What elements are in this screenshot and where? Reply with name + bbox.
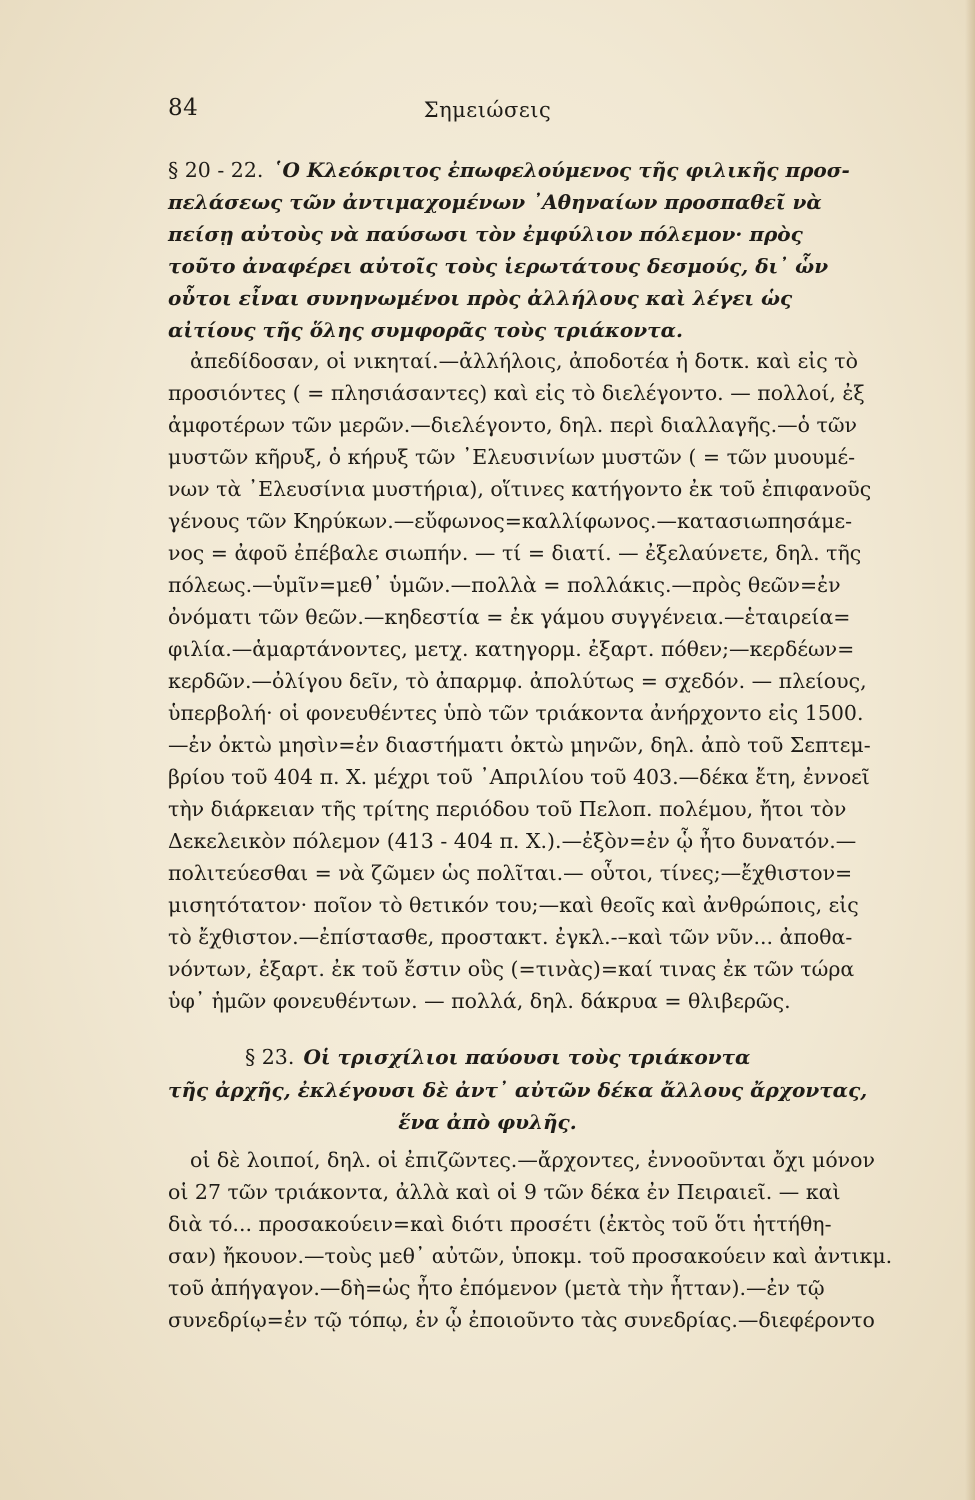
section1-heading-line: πελάσεως τῶν ἀντιμαχομένων ᾿Αθηναίων προσπαθεῖ νὰ bbox=[168, 190, 822, 214]
body-line: γένους τῶν Κηρύκων.—εὔφωνος=καλλίφωνος.—κατασιωπησάμε- bbox=[168, 509, 853, 533]
section1-heading-line: τοῦτο ἀναφέρει αὐτοῖς τοὺς ἱερωτάτους δεσμούς, δι᾿ ὧν bbox=[168, 254, 829, 278]
body-line: κερδῶν.—ὀλίγου δεῖν, τὸ ἀπαρμφ. ἀπολύτως = σχεδόν. — πλείους, bbox=[168, 669, 867, 693]
body-line: ἀμφοτέρων τῶν μερῶν.—διελέγοντο, δηλ. περὶ διαλλαγῆς.—ὁ τῶν bbox=[168, 413, 857, 437]
body-line: μισητότατον· ποῖον τὸ θετικόν του;—καὶ θεοῖς καὶ ἀνθρώποις, εἰς bbox=[168, 893, 859, 917]
running-head: Σημειώσεις bbox=[423, 98, 552, 122]
body-line: νος = ἀφοῦ ἐπέβαλε σιωπήν. — τί = διατί. — ἐξελαύνετε, δηλ. τῆς bbox=[168, 541, 862, 565]
body-line: φιλία.—ἁμαρτάνοντες, μετχ. κατηγορμ. ἐξαρτ. πόθεν;—κερδέων= bbox=[168, 637, 855, 661]
section2-number: § 23. bbox=[245, 1045, 295, 1069]
body-line: —ἐν ὀκτὼ μησὶν=ἐν διαστήματι ὀκτὼ μηνῶν, δηλ. ἀπὸ τοῦ Σεπτεμ- bbox=[168, 733, 871, 757]
body-line: τὸ ἔχθιστον.—ἐπίστασθε, προστακτ. ἐγκλ.-–καὶ τῶν νῦν... ἀποθα- bbox=[168, 925, 853, 949]
page-edge bbox=[965, 0, 975, 1500]
body-line: οἱ δὲ λοιποί, δηλ. οἱ ἐπιζῶντες.—ἄρχοντες, ἐννοοῦνται ὄχι μόνον bbox=[190, 1148, 875, 1172]
body-line: βρίου τοῦ 404 π. Χ. μέχρι τοῦ ᾿Απριλίου τοῦ 403.—δέκα ἔτη, ἐννοεῖ bbox=[168, 765, 870, 789]
body-line: ὑπερβολή· οἱ φονευθέντες ὑπὸ τῶν τριάκοντα ἀνήρχοντο εἰς 1500. bbox=[168, 701, 864, 725]
section2-heading-text: Οἱ τρισχίλιοι παύουσι τοὺς τριάκοντα bbox=[303, 1045, 751, 1069]
body-line: συνεδρίῳ=ἐν τῷ τόπῳ, ἐν ᾧ ἐποιοῦντο τὰς συνεδρίας.—διεφέροντο bbox=[168, 1308, 875, 1332]
body-line: νόντων, ἐξαρτ. ἐκ τοῦ ἔστιν οὓς (=τινὰς)=καί τινας ἐκ τῶν τώρα bbox=[168, 957, 855, 981]
body-line: νων τὰ ᾿Ελευσίνια μυστήρια), οἵτινες κατήγοντο ἐκ τοῦ ἐπιφανοῦς bbox=[168, 477, 872, 501]
body-line: σαν) ἤκουον.—τοὺς μεθ᾿ αὐτῶν, ὑποκμ. τοῦ προσακούειν καὶ ἀντικμ. bbox=[168, 1244, 893, 1268]
section1-heading-line: οὗτοι εἶναι συνηνωμένοι πρὸς ἀλλήλους καὶ λέγει ὡς bbox=[168, 286, 793, 310]
section1-number: § 20 - 22. bbox=[168, 158, 264, 182]
body-line: τοῦ ἀπήγαγον.—δὴ=ὡς ἦτο ἐπόμενον (μετὰ τὴν ἧτταν).—ἐν τῷ bbox=[168, 1276, 825, 1300]
body-line: πολιτεύεσθαι = νὰ ζῶμεν ὡς πολῖται.— οὗτοι, τίνες;—ἔχθιστον= bbox=[168, 861, 853, 885]
section2-heading-line bbox=[245, 1045, 750, 1069]
body-line: διὰ τό... προσακούειν=καὶ διότι προσέτι (ἐκτὸς τοῦ ὅτι ἡττήθη- bbox=[168, 1212, 832, 1236]
page-number: 84 bbox=[168, 95, 199, 121]
section1-heading-text: ῾Ο Κλεόκριτος ἐπωφελούμενος τῆς φιλικῆς προσ- bbox=[272, 158, 850, 182]
body-line: ὀνόματι τῶν θεῶν.—κηδεστία = ἐκ γάμου συγγένεια.—ἑταιρεία= bbox=[168, 605, 851, 629]
body-line: Δεκελεικὸν πόλεμον (413 - 404 π. Χ.).—ἐξὸν=ἐν ᾧ ἦτο δυνατόν.— bbox=[168, 829, 857, 853]
body-line: ἀπεδίδοσαν, οἱ νικηταί.—ἀλλήλοις, ἀποδοτέα ἡ δοτκ. καὶ εἰς τὸ bbox=[190, 349, 858, 373]
body-line: μυστῶν κῆρυξ, ὁ κήρυξ τῶν ᾿Ελευσινίων μυστῶν ( = τῶν μυουμέ- bbox=[168, 445, 856, 469]
section2-heading-line: τῆς ἀρχῆς, ἐκλέγουσι δὲ ἀντ᾿ αὐτῶν δέκα ἄλλους ἄρχοντας, bbox=[168, 1078, 868, 1102]
section2-heading-line: ἕνα ἀπὸ φυλῆς. bbox=[398, 1110, 577, 1134]
section1-heading-line: αἰτίους τῆς ὅλης συμφορᾶς τοὺς τριάκοντα. bbox=[168, 318, 683, 342]
body-line: ὑφ᾿ ἡμῶν φονευθέντων. — πολλά, δηλ. δάκρυα = θλιβερῶς. bbox=[168, 989, 791, 1013]
section1-heading-line: πείσῃ αὐτοὺς νὰ παύσωσι τὸν ἐμφύλιον πόλεμον· πρὸς bbox=[168, 222, 803, 246]
body-line: πόλεως.—ὑμῖν=μεθ᾿ ὑμῶν.—πολλὰ = πολλάκις.—πρὸς θεῶν=ἐν bbox=[168, 573, 841, 597]
body-line: τὴν διάρκειαν τῆς τρίτης περιόδου τοῦ Πελοπ. πολέμου, ἤτοι τὸν bbox=[168, 797, 847, 821]
section1-heading-line bbox=[168, 158, 850, 182]
body-line: προσιόντες ( = πλησιάσαντες) καὶ εἰς τὸ διελέγοντο. — πολλοί, ἐξ bbox=[168, 381, 865, 405]
body-line: οἱ 27 τῶν τριάκοντα, ἀλλὰ καὶ οἱ 9 τῶν δέκα ἐν Πειραιεῖ. — καὶ bbox=[168, 1180, 841, 1204]
